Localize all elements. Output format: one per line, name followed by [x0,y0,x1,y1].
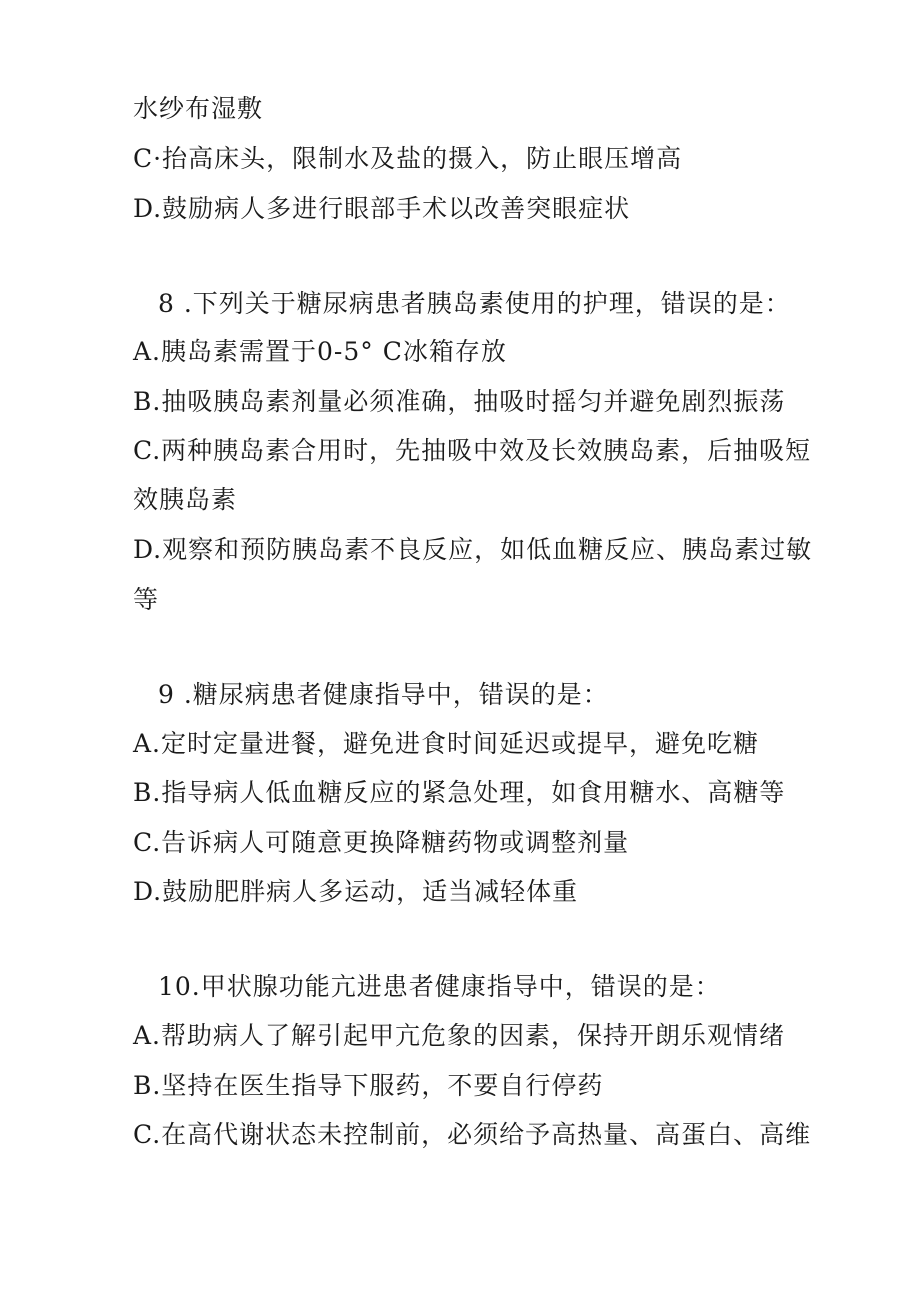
q9-option-c: C.告诉病人可随意更换降糖药物或调整剂量 [133,828,630,857]
q8-stem: 8 .下列关于糖尿病患者胰岛素使用的护理，错误的是： [158,289,791,318]
q9-option-b: B.指导病人低血糖反应的紧急处理，如食用糖水、高糖等 [133,778,786,807]
q10-stem: 10.甲状腺功能亢进患者健康指导中，错误的是： [158,972,721,1001]
q7-option-b-continuation: 水纱布湿敷 [133,94,264,123]
q8-option-b: B.抽吸胰岛素剂量必须准确，抽吸时摇匀并避免剧烈振荡 [133,387,786,416]
q8-option-c: C.两种胰岛素合用时，先抽吸中效及长效胰岛素，后抽吸短 [133,436,812,465]
q9-stem: 9 .糖尿病患者健康指导中，错误的是： [158,680,609,709]
q8-option-d: D.观察和预防胰岛素不良反应，如低血糖反应、胰岛素过敏 [133,535,813,564]
q8-option-c-continuation: 效胰岛素 [133,485,238,514]
q10-option-a: A.帮助病人了解引起甲亢危象的因素，保持开朗乐观情绪 [133,1021,786,1050]
q9-option-a: A.定时定量进餐，避免进食时间延迟或提早，避免吃糖 [133,729,760,758]
q10-option-b: B.坚持在医生指导下服药，不要自行停药 [133,1071,604,1100]
q8-option-a: A.胰岛素需置于0-5° C冰箱存放 [133,337,507,366]
q9-option-d: D.鼓励肥胖病人多运动，适当减轻体重 [133,877,579,906]
q8-option-d-continuation: 等 [133,585,160,614]
q10-option-c: C.在高代谢状态未控制前，必须给予高热量、高蛋白、高维 [133,1120,812,1149]
q7-option-d: D.鼓励病人多进行眼部手术以改善突眼症状 [133,194,631,223]
q7-option-c: C·抬高床头，限制水及盐的摄入，防止眼压增高 [133,144,683,173]
